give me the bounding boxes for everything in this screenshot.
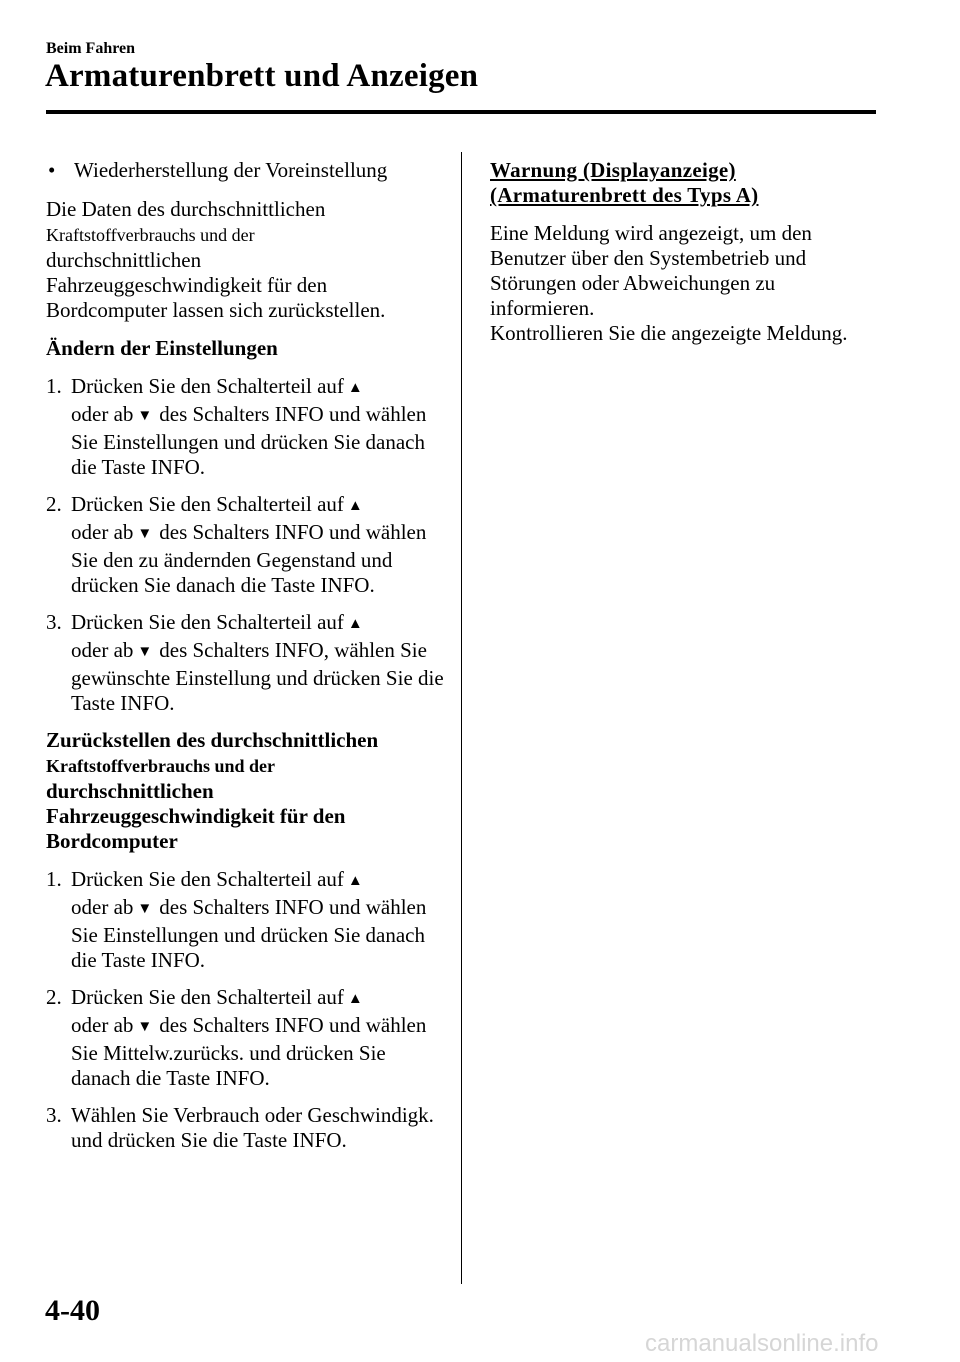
warning-body-line: informieren.	[490, 296, 595, 320]
down-arrow-icon: ▼	[137, 901, 153, 917]
step-text: oder ab	[71, 638, 134, 662]
intro-line-2: Kraftstoffverbrauchs und der	[46, 225, 255, 245]
intro-line-1: Die Daten des durchschnittlichen	[46, 197, 326, 221]
step-text: des Schalters INFO und wählen Sie Einstellungen und drücken Sie danach die Taste INFO.	[71, 895, 427, 972]
step-number: 1.	[46, 374, 62, 398]
step-number: 3.	[46, 610, 62, 634]
step-text: oder ab	[71, 402, 134, 426]
reset-heading-line: Zurückstellen des durchschnittlichen	[46, 728, 379, 752]
warning-body-line: Eine Meldung wird angezeigt, um den	[490, 221, 812, 245]
intro-line-5: Bordcomputer lassen sich zurückstellen.	[46, 298, 386, 322]
intro-line-3: durchschnittlichen	[46, 248, 202, 272]
reset-heading-line: durchschnittlichen	[46, 779, 214, 803]
column-divider	[461, 152, 462, 1284]
step-text: Drücken Sie den Schalterteil auf	[71, 374, 344, 398]
change-settings-steps	[46, 374, 446, 716]
bullet-item	[46, 158, 446, 183]
step-text: oder ab	[71, 895, 134, 919]
warning-heading-line: Warnung (Displayanzeige)	[490, 158, 736, 182]
warning-body-line: Benutzer über den Systembetrieb und	[490, 246, 807, 270]
list-item	[46, 374, 446, 480]
section-label: Beim Fahren	[46, 40, 136, 57]
step-number: 2.	[46, 985, 62, 1009]
bullet-text: Wiederherstellung der Voreinstellung	[74, 158, 388, 182]
page-number: 4-40	[45, 1294, 100, 1327]
reset-heading	[46, 728, 446, 854]
step-text: Drücken Sie den Schalterteil auf	[71, 867, 344, 891]
reset-steps	[46, 867, 446, 1153]
warning-body-line: Kontrollieren Sie die angezeigte Meldung.	[490, 321, 848, 345]
list-item	[46, 492, 446, 598]
page-title: Armaturenbrett und Anzeigen	[45, 58, 479, 94]
up-arrow-icon: ▲	[347, 380, 363, 396]
down-arrow-icon: ▼	[137, 1019, 153, 1035]
list-item	[46, 867, 446, 973]
warning-body	[490, 221, 890, 346]
warning-body-line: Störungen oder Abweichungen zu	[490, 271, 776, 295]
warning-heading	[490, 158, 890, 208]
list-item	[46, 1103, 446, 1153]
down-arrow-icon: ▼	[137, 408, 153, 424]
step-text: des Schalters INFO und wählen Sie den zu ändernden Gegenstand und drücken Sie danach die Taste INFO.	[71, 520, 427, 597]
down-arrow-icon: ▼	[137, 644, 153, 660]
warning-heading-line: (Armaturenbrett des Typs A)	[490, 183, 759, 207]
bullet-dot-icon: •	[48, 158, 56, 182]
up-arrow-icon: ▲	[347, 991, 363, 1007]
step-text: oder ab	[71, 520, 134, 544]
step-text: oder ab	[71, 1013, 134, 1037]
up-arrow-icon: ▲	[347, 616, 363, 632]
step-text: des Schalters INFO und wählen Sie Einstellungen und drücken Sie danach die Taste INFO.	[71, 402, 427, 479]
header-rule	[46, 110, 876, 114]
left-column	[46, 158, 446, 1165]
up-arrow-icon: ▲	[347, 873, 363, 889]
intro-paragraph	[46, 197, 446, 323]
step-text: des Schalters INFO, wählen Sie gewünschte Einstellung und drücken Sie die Taste INFO.	[71, 638, 444, 715]
step-number: 1.	[46, 867, 62, 891]
down-arrow-icon: ▼	[137, 526, 153, 542]
list-item	[46, 610, 446, 716]
step-text: des Schalters INFO und wählen Sie Mittelw.zurücks. und drücken Sie danach die Taste INFO.	[71, 1013, 427, 1090]
step-text: Drücken Sie den Schalterteil auf	[71, 985, 344, 1009]
step-number: 3.	[46, 1103, 62, 1127]
step-text: Drücken Sie den Schalterteil auf	[71, 492, 344, 516]
up-arrow-icon: ▲	[347, 498, 363, 514]
list-item	[46, 985, 446, 1091]
reset-heading-line: Kraftstoffverbrauchs und der	[46, 756, 275, 776]
change-settings-heading: Ändern der Einstellungen	[46, 336, 278, 360]
reset-heading-line: Fahrzeuggeschwindigkeit für den	[46, 804, 346, 828]
right-column	[490, 158, 890, 359]
step-text: Wählen Sie Verbrauch oder Geschwindigk. und drücken Sie die Taste INFO.	[71, 1103, 434, 1152]
watermark: carmanualsonline.info	[645, 1330, 879, 1357]
step-text: Drücken Sie den Schalterteil auf	[71, 610, 344, 634]
reset-heading-line: Bordcomputer	[46, 829, 178, 853]
step-number: 2.	[46, 492, 62, 516]
intro-line-4: Fahrzeuggeschwindigkeit für den	[46, 273, 328, 297]
